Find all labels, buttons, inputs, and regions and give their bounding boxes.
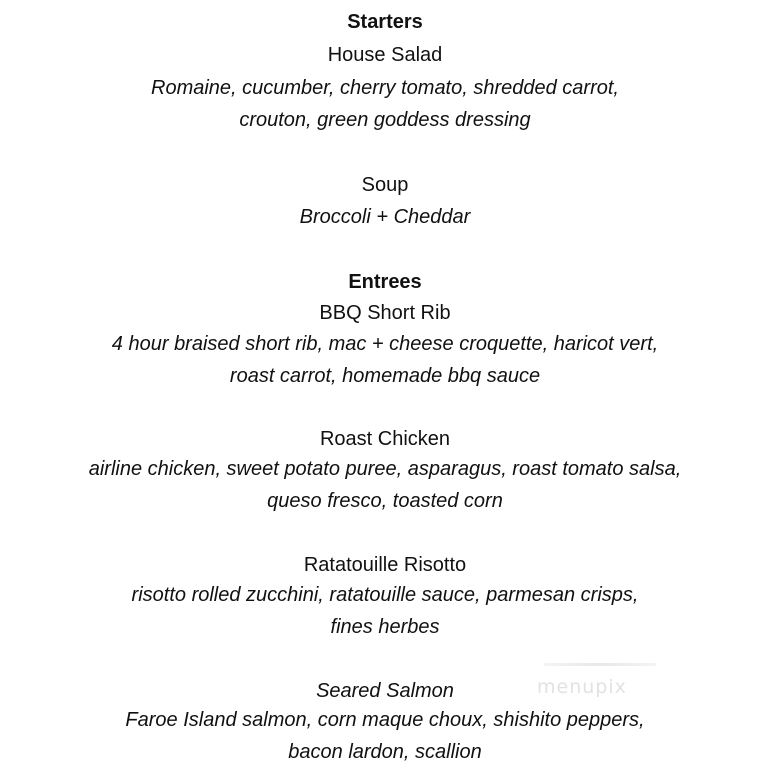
roast-chicken-name: Roast Chicken bbox=[319, 428, 451, 450]
salmon-desc-line-2: bacon lardon, scallion bbox=[288, 741, 482, 763]
starters-heading: Starters bbox=[347, 11, 423, 33]
short-rib-desc-line-1: 4 hour braised short rib, mac + cheese croquette, haricot vert, bbox=[111, 333, 659, 355]
house-salad-desc-line-2: crouton, green goddess dressing bbox=[239, 109, 531, 131]
roast-chicken-desc-line-2: queso fresco, toasted corn bbox=[267, 490, 503, 512]
roast-chicken-desc-line-1: airline chicken, sweet potato puree, asparagus, roast tomato salsa, bbox=[88, 458, 682, 480]
soup-desc-line-1: Broccoli + Cheddar bbox=[299, 206, 471, 228]
short-rib-name: BBQ Short Rib bbox=[319, 302, 451, 324]
menupix-watermark: menupix bbox=[537, 676, 627, 698]
entrees-heading: Entrees bbox=[348, 271, 422, 293]
watermark-bar bbox=[544, 663, 656, 666]
salmon-name: Seared Salmon bbox=[316, 680, 454, 702]
risotto-name: Ratatouille Risotto bbox=[303, 554, 467, 576]
risotto-desc-line-1: risotto rolled zucchini, ratatouille sauce, parmesan crisps, bbox=[131, 584, 639, 606]
soup-name: Soup bbox=[361, 174, 409, 196]
salmon-desc-line-1: Faroe Island salmon, corn maque choux, shishito peppers, bbox=[125, 709, 645, 731]
short-rib-desc-line-2: roast carrot, homemade bbq sauce bbox=[229, 365, 541, 387]
house-salad-desc-line-1: Romaine, cucumber, cherry tomato, shredded carrot, bbox=[151, 77, 619, 99]
risotto-desc-line-2: fines herbes bbox=[330, 616, 440, 638]
house-salad-name: House Salad bbox=[327, 44, 443, 66]
